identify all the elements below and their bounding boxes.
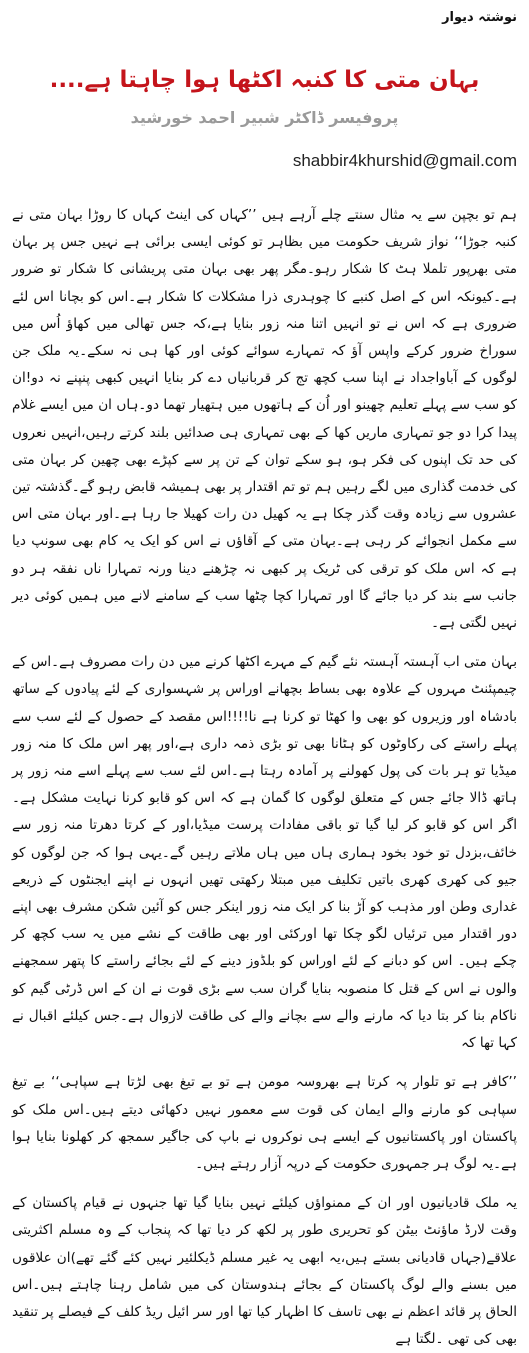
column-label: نوشتہ دیوار bbox=[442, 10, 517, 25]
article-headline: بہان متی کا کنبہ اکٹھا ہوا چاہتا ہے.... bbox=[49, 67, 480, 93]
article-paragraph bbox=[12, 1069, 517, 1178]
article-paragraph bbox=[12, 202, 517, 637]
paragraph-text: ’’کافر ہے تو تلوار پہ کرتا ہے بھروسہ مومن ہے تو بے تیغ بھی لڑتا ہے سپاہی‘‘ بے تیغ سپاہی کو مارنے والے ایمان کی قوت سے معمور نہیں دکھائی دیتے ہیں۔اس ملک کو پاکستان اور پاکستانیوں کے ایسے ہی نوکروں نے باپ کی جاگیر سمجھ کر کھلونا بنایا ہوا ہے۔یہ لوگ ہر جمہوری حکومت کے درپہ آزار رہتے ہیں۔ bbox=[12, 1074, 517, 1172]
author-email[interactable]: shabbir4khurshid@gmail.com bbox=[292, 151, 517, 170]
article-paragraph bbox=[12, 1190, 517, 1353]
author-byline: پروفیسر ڈاکٹر شبیر احمد خورشید bbox=[130, 108, 399, 127]
paragraph-text: یہ ملک قادیانیوں اور ان کے ممنواؤں کیلئے نہیں بنایا گیا تھا جنہوں نے قیام پاکستان کے وقت لارڈ ماؤنٹ بیٹن کو تحریری طور پر لکھ کر دیا تھا کہ پنجاب کے وہ مسلم اکثریتی علاقے(جہاں قادیانی بستے ہیں،یہ ابھی یہ غیر مسلم ڈیکلئیر نہیں کئے گئے تھے)ان علاقوں میں بسنے والے لوگ پاکستان کے بجائے ہندوستان کی میں شامل رہنا چاہتے ہیں۔اس الحاق پر قائد اعظم نے بھی تاسف کا اظہار کیا تھا اور سر ائیل ریڈ کلف کے فیصلے پر تنقید بھی کی تھی ۔لگتا ہے bbox=[12, 1195, 517, 1348]
paragraph-text: بہان متی اب آہستہ آہستہ نئے گیم کے مہرے اکٹھا کرنے میں دن رات مصروف ہے۔اس کے چیمپئنٹ مہروں کے علاوہ بھی بساط بچھانے اوراس پر شہسواری کے لئے پیادوں کے ساتھ بادشاہ اور وزیروں کو بھی وا کھٹا تو کرنا ہے نا!!!!اس مقصد کے حصول کے لئے سب سے پہلے راستے کی رکاوٹوں کو ہٹانا بھی تو بڑی ذمہ داری ہے،اور پھر اس ملک کا منہ زور میڈیا تو ہر بات کی پول کھولنے پر آمادہ رہتا ہے۔اس لئے سب سے پہلے اسے منہ زور پر ہاتھ ڈالا جائے جس کے متعلق لوگوں کا گمان ہے کہ اس کو قابو کرنا نہایت مشکل ہے۔اگر اس کو قابو کر لیا گیا تو باقی مفادات پرست میڈیا،اور کے کرتا دھرتا منہ زور سے خائف،بزدل تو خود بخود ہماری ہاں میں ہاں ملاتے رہیں گے۔یہی ہوا کہ جن لوگوں کو جیو کی کھری کھری باتیں تکلیف میں مبتلا رکھتی تھیں انہوں نے اپنے ایجنٹوں کے ذریعے غداری وطن اور مذہب کو آڑ بنا کر ایک منہ زور اینکر جس کو آئین شکن مشرف بھی اپنے دور اقتدار میں ترئیاں لگو چکا تھا اورکئی اور بھی طاقت کے نشے میں یہ سب کچھ کر چکے ہیں۔ اس کو دبانے کے لئے اوراس کو بلڈوز دینے کے لئے بجائے راستے کا پتھر سمجھنے والوں نے اس کے قتل کا منصوبہ بنایا گران سب سے بڑی قوت نے ان کے اس ڈرٹی گیم کو ناکام بنا کر بتا دیا کہ مارنے والے سے بچانے والے کی طاقت لازوال ہے۔جس کیلئے اقبال نے کہا تھا کہ bbox=[12, 654, 517, 1052]
paragraph-text: ہم تو بچپن سے یہ مثال سنتے چلے آرہے ہیں ’’کہاں کی اینٹ کہاں کا روڑا بہان متی نے کنبہ جوڑا‘‘ نواز شریف حکومت میں بظاہر تو کوئی ایسی برائی ہے نہیں جس پر بہان متی بھرپور تلملا ہٹ کا شکار رہو۔مگر پھر بھی بہان متی پریشانی کا شکار تو ضرور ہے۔کیونکہ اس کے اصل کنبے کا چوہدری ذرا مشکلات کا شکار ہے۔اس کو بچانا اس لئے ضروری ہے کہ اس نے تو انہیں اتنا منہ زور بنایا ہے،کہ جس تھالی میں کھاؤ اُس میں سوراخ ضرور کرکے واپس آؤ کہ تمہارے سوائے کوئی اور کھا ہی نہ سکے۔یہ ملک جن لوگوں کے آباواجداد نے اپنا سب کچھ تج کر قربانیاں دے کر بنایا انہیں کبھی پنپنے نہ دو!ان کو سب سے پہلے تعلیم چھینو اور اُن کے ہاتھوں میں ہتھیار تھما دو۔ہاں ان میں ایسے غلام پیدا کرا دو جو تمہاری ماریں کھا کے بھی تمہاری ہی صدائیں بلند کرتے رہیں،انہیں نعروں کی حد تک اپنوں کی فکر ہو، ہو سکے توان کے تن پر سے کپڑے بھی چھین کر بہان متی کی خدمت گذاری میں لگے رہیں ہم تو تم اقتدار پر بھی ہمیشہ قابض رہو گے۔گذشتہ تین عشروں سے زیادہ وقت گذر چکا ہے یہ کھیل دن رات کھیلا جا رہا ہے۔اور بہان متی اس سے مکمل انجوائے کر رہی ہے۔بہان متی کے آقاؤں نے اس کو ایک یہ کام بھی سونپ دیا ہے کہ اس ملک کو ترقی کی ٹریک پر کبھی نہ چڑھنے دینا ورنہ تمہارا ناں نفقہ ہر دو جانب سے بند کر دیا جائے گا اور تمہارا کچا چٹھا سب کے سامنے لانے میں ہمیں کوئی دیر نہیں لگتی ہے۔ bbox=[12, 207, 518, 632]
article-body bbox=[12, 202, 517, 1353]
article-paragraph bbox=[12, 649, 517, 1057]
